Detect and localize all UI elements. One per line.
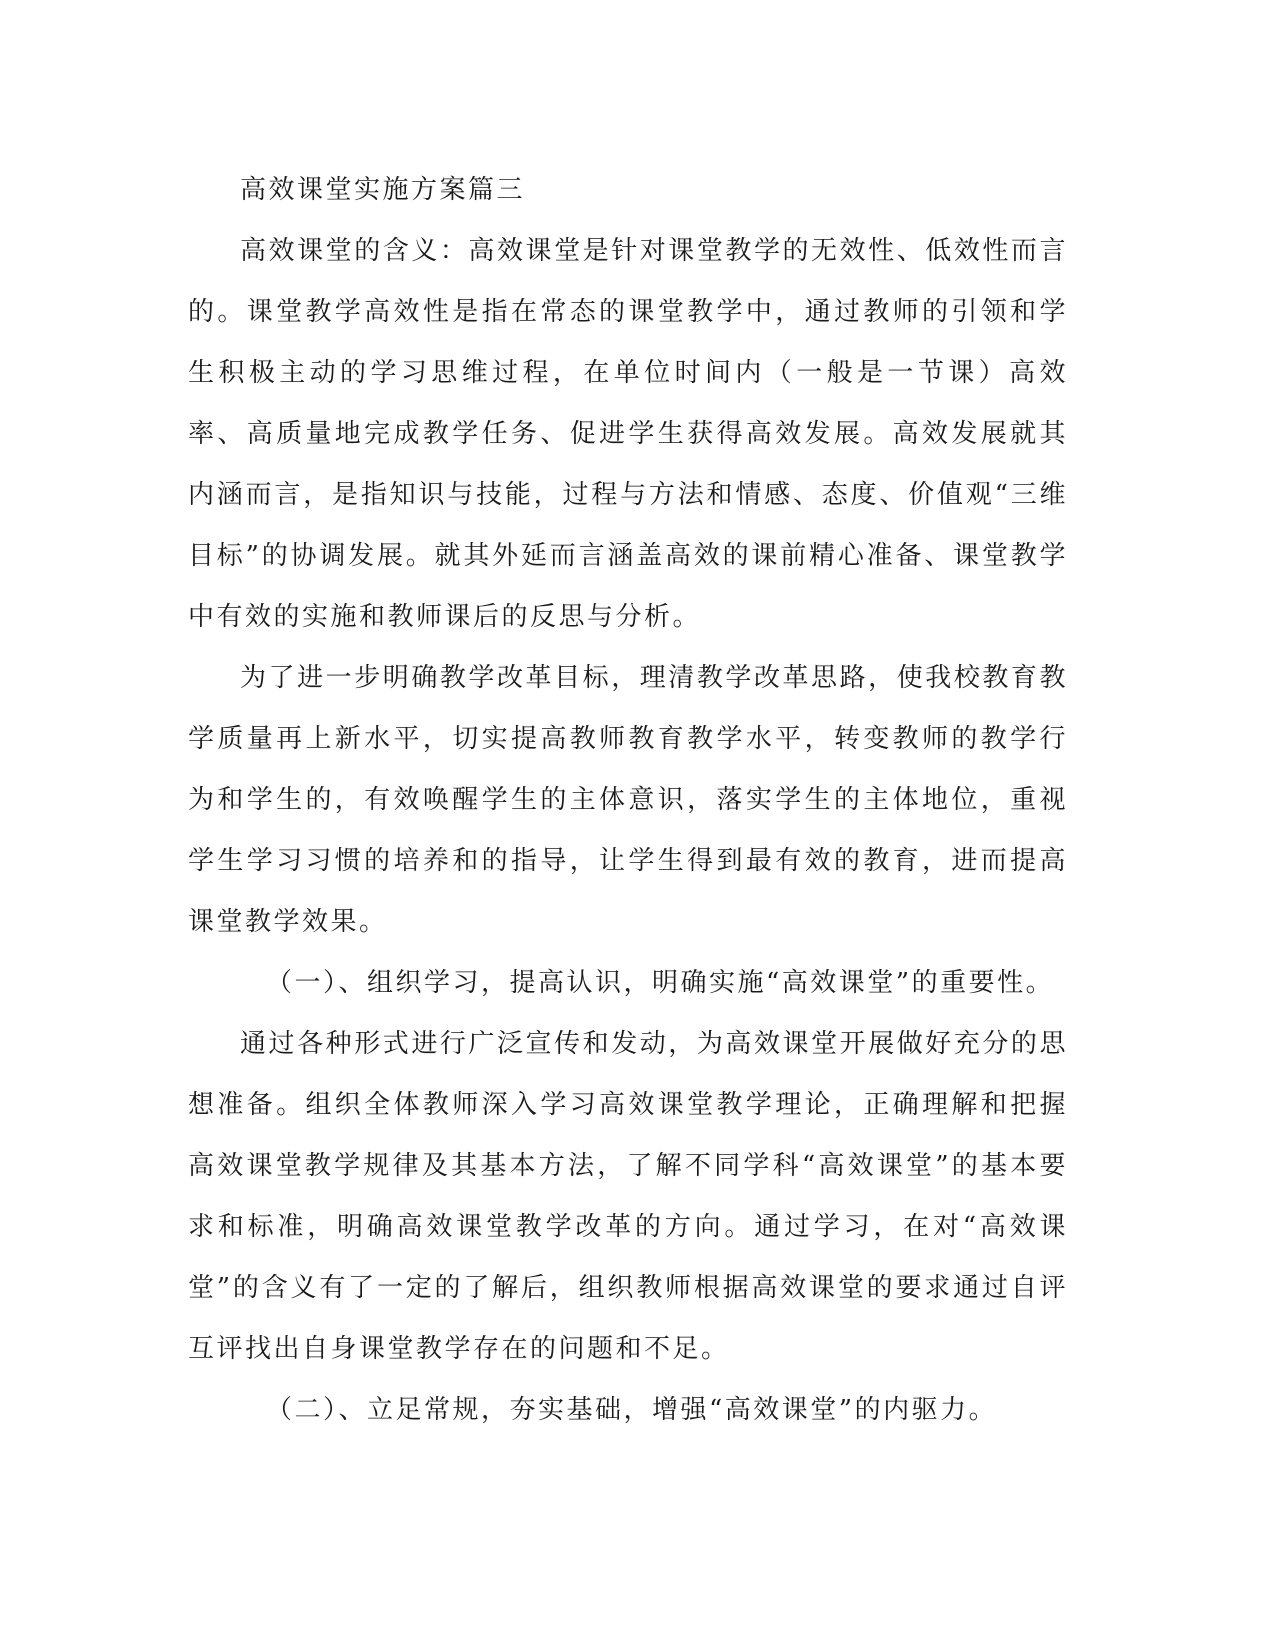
document-body: [188, 160, 1068, 1441]
paragraph-purpose: 为了进一步明确教学改革目标，理清教学改革思路，使我校教育教学质量再上新水平，切实提高教师教育教学水平，转变教师的教学行为和学生的，有效唤醒学生的主体意识，落实学生的主体地位，重视学生学习习惯的培养和的指导，让学生得到最有效的教育，进而提高课堂教学效果。: [188, 663, 1068, 937]
paragraph-definition: 高效课堂的含义：高效课堂是针对课堂教学的无效性、低效性而言的。课堂教学高效性是指在常态的课堂教学中，通过教师的引领和学生积极主动的学习思维过程，在单位时间内（一般是一节课）高效率、高质量地完成教学任务、促进学生获得高效发展。高效发展就其内涵而言，是指知识与技能，过程与方法和情感、态度、价值观“三维目标”的协调发展。就其外延而言涵盖高效的课前精心准备、课堂教学中有效的实施和教师课后的反思与分析。: [188, 236, 1068, 632]
section-one-body: 通过各种形式进行广泛宣传和发动，为高效课堂开展做好充分的思想准备。组织全体教师深入学习高效课堂教学理论，正确理解和把握高效课堂教学规律及其基本方法，了解不同学科“高效课堂”的基本要求和标准，明确高效课堂教学改革的方向。通过学习，在对“高效课堂”的含义有了一定的了解后，组织教师根据高效课堂的要求通过自评互评找出自身课堂教学存在的问题和不足。: [188, 1029, 1068, 1364]
section-one-heading: （一）、组织学习，提高认识，明确实施“高效课堂”的重要性。: [266, 968, 1055, 998]
section-two-heading: （二）、立足常规，夯实基础，增强“高效课堂”的内驱力。: [266, 1395, 998, 1425]
document-title: 高效课堂实施方案篇三: [240, 175, 526, 205]
